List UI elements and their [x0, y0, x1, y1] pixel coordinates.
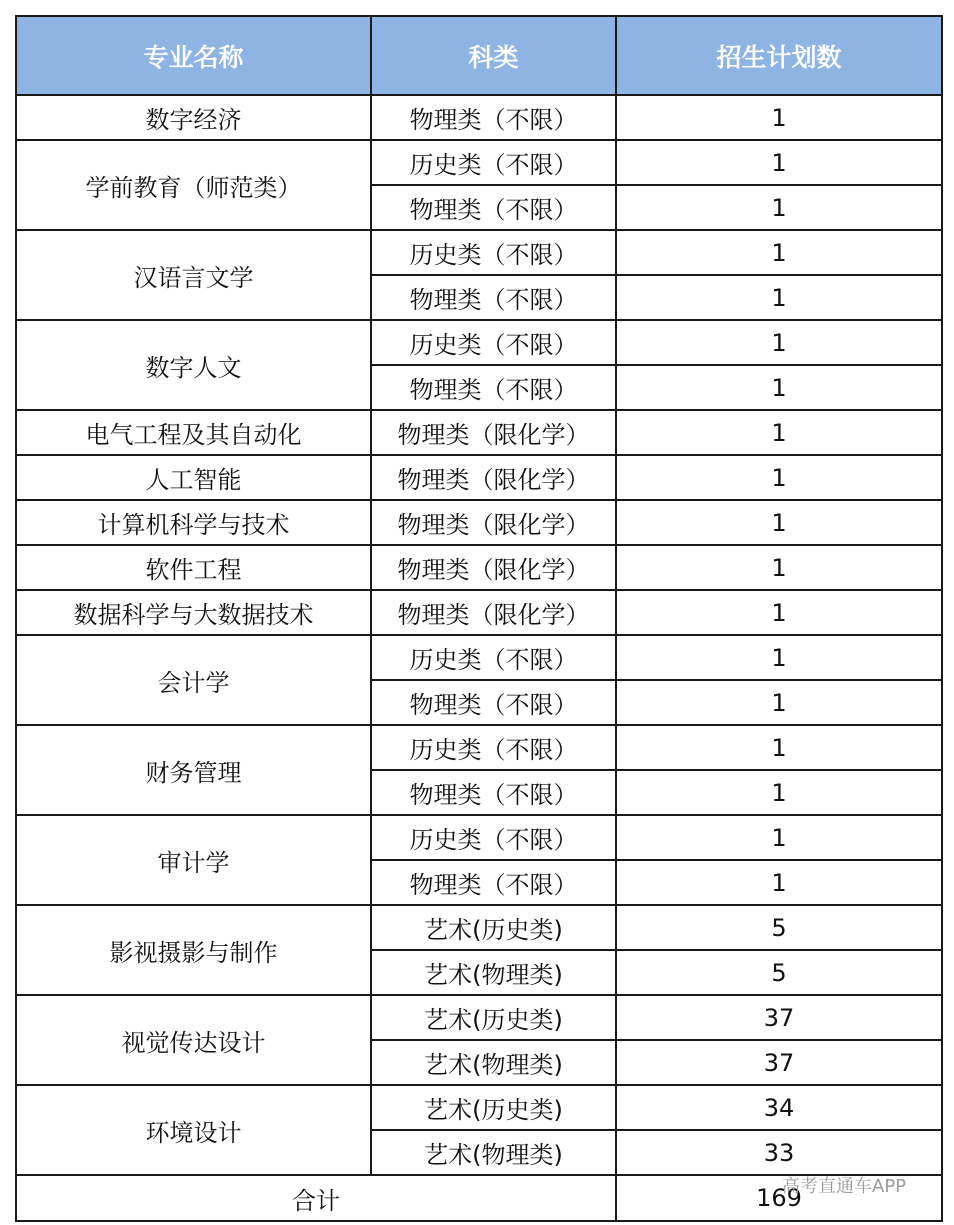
major-cell: 财务管理: [16, 725, 371, 815]
category-cell: 艺术(历史类): [371, 995, 616, 1040]
category-cell: 历史类（不限）: [371, 320, 616, 365]
quota-cell: 1: [616, 185, 942, 230]
total-label: 合计: [16, 1175, 616, 1221]
category-cell: 历史类（不限）: [371, 815, 616, 860]
table-row: [16, 995, 942, 1040]
category-cell: 艺术(历史类): [371, 905, 616, 950]
quota-cell: 1: [616, 410, 942, 455]
total-value: 169: [616, 1175, 942, 1221]
category-cell: 历史类（不限）: [371, 725, 616, 770]
table-row: [16, 320, 942, 365]
table-row: [16, 410, 942, 455]
major-cell: 审计学: [16, 815, 371, 905]
quota-cell: 1: [616, 320, 942, 365]
major-cell: 影视摄影与制作: [16, 905, 371, 995]
watermark-text: 高考直通车APP: [782, 1176, 907, 1197]
category-cell: 艺术(历史类): [371, 1085, 616, 1130]
major-cell: 环境设计: [16, 1085, 371, 1175]
table-row: [16, 905, 942, 950]
category-cell: 物理类（限化学）: [371, 410, 616, 455]
category-cell: 历史类（不限）: [371, 230, 616, 275]
major-cell: 汉语言文学: [16, 230, 371, 320]
table-row: [16, 140, 942, 185]
quota-cell: 1: [616, 815, 942, 860]
table-row: [16, 635, 942, 680]
major-cell: 电气工程及其自动化: [16, 410, 371, 455]
table-body: [16, 95, 942, 1175]
quota-cell: 1: [616, 140, 942, 185]
quota-cell: 1: [616, 500, 942, 545]
category-cell: 物理类（不限）: [371, 680, 616, 725]
quota-cell: 5: [616, 905, 942, 950]
quota-cell: 37: [616, 995, 942, 1040]
quota-cell: 1: [616, 680, 942, 725]
table-row: [16, 590, 942, 635]
table-row: [16, 230, 942, 275]
major-cell: 软件工程: [16, 545, 371, 590]
quota-cell: 5: [616, 950, 942, 995]
category-cell: 物理类（不限）: [371, 275, 616, 320]
category-cell: 物理类（不限）: [371, 770, 616, 815]
category-cell: 物理类（不限）: [371, 185, 616, 230]
quota-cell: 1: [616, 635, 942, 680]
major-cell: 数字人文: [16, 320, 371, 410]
major-cell: 数据科学与大数据技术: [16, 590, 371, 635]
major-cell: 会计学: [16, 635, 371, 725]
header-major: 专业名称: [16, 16, 371, 95]
quota-cell: 1: [616, 590, 942, 635]
table-row: [16, 545, 942, 590]
table-row: [16, 725, 942, 770]
table-row: [16, 1085, 942, 1130]
category-cell: 艺术(物理类): [371, 1040, 616, 1085]
quota-cell: 1: [616, 770, 942, 815]
category-cell: 艺术(物理类): [371, 950, 616, 995]
quota-cell: 1: [616, 275, 942, 320]
quota-cell: 1: [616, 860, 942, 905]
quota-cell: 1: [616, 455, 942, 500]
category-cell: 物理类（不限）: [371, 860, 616, 905]
quota-cell: 1: [616, 545, 942, 590]
header-category: 科类: [371, 16, 616, 95]
major-cell: 视觉传达设计: [16, 995, 371, 1085]
category-cell: 物理类（限化学）: [371, 455, 616, 500]
table-row: [16, 500, 942, 545]
category-cell: 历史类（不限）: [371, 140, 616, 185]
major-cell: 人工智能: [16, 455, 371, 500]
table-row: [16, 815, 942, 860]
header-quota: 招生计划数: [616, 16, 942, 95]
major-cell: 计算机科学与技术: [16, 500, 371, 545]
table-row: [16, 95, 942, 140]
table-header-row: [16, 16, 942, 95]
quota-cell: 1: [616, 230, 942, 275]
major-cell: 数字经济: [16, 95, 371, 140]
quota-cell: 33: [616, 1130, 942, 1175]
major-cell: 学前教育（师范类）: [16, 140, 371, 230]
quota-cell: 1: [616, 725, 942, 770]
enrollment-plan-table: [15, 15, 943, 1222]
category-cell: 物理类（不限）: [371, 365, 616, 410]
category-cell: 物理类（不限）: [371, 95, 616, 140]
category-cell: 物理类（限化学）: [371, 500, 616, 545]
quota-cell: 37: [616, 1040, 942, 1085]
quota-cell: 1: [616, 95, 942, 140]
category-cell: 物理类（限化学）: [371, 545, 616, 590]
quota-cell: 34: [616, 1085, 942, 1130]
category-cell: 物理类（限化学）: [371, 590, 616, 635]
table-row: [16, 455, 942, 500]
category-cell: 历史类（不限）: [371, 635, 616, 680]
category-cell: 艺术(物理类): [371, 1130, 616, 1175]
quota-cell: 1: [616, 365, 942, 410]
